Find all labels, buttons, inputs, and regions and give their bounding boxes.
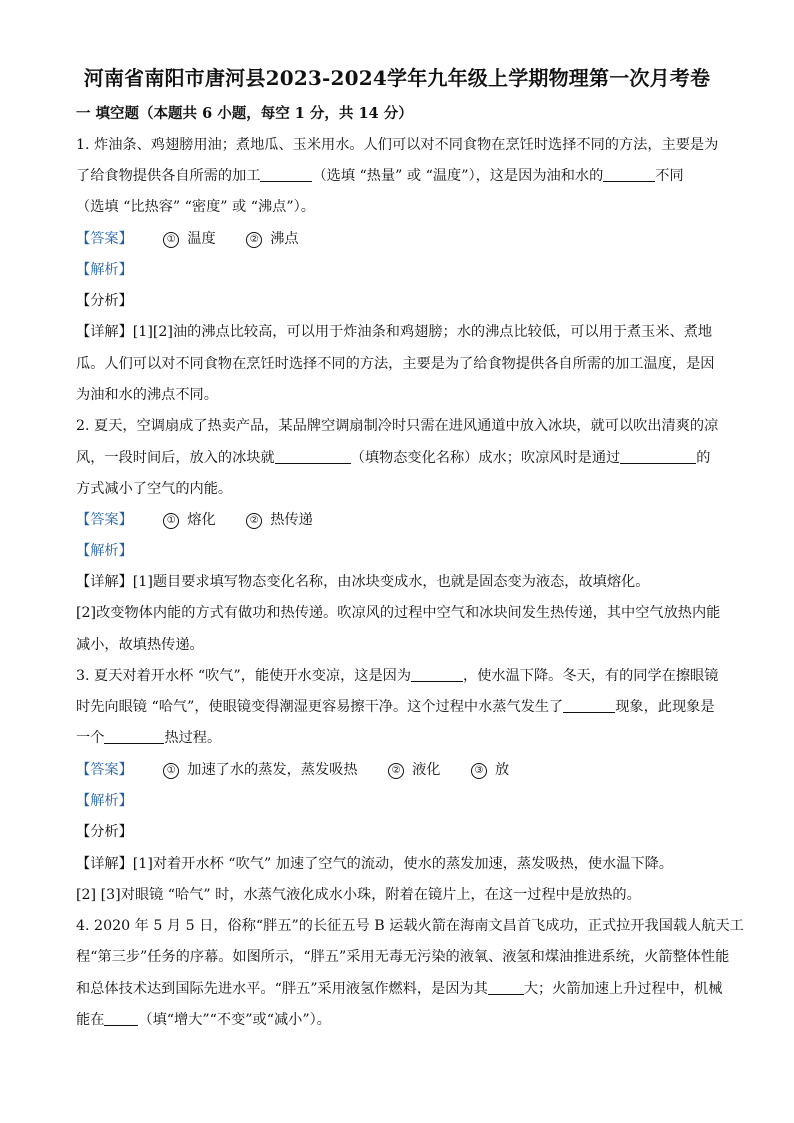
circled-number: ① [163,232,179,248]
q4-text: （填“增大”“不变”或“减小”）。 [138,1012,331,1028]
q3-detail-1 [76,854,673,874]
circled-number: ① [163,763,179,779]
q3-blank-1[interactable] [411,667,463,682]
q3-blank-3[interactable] [104,729,164,744]
q2-text: 的 [696,450,711,466]
answer-text: 沸点 [270,231,299,247]
q3-text: 时先向眼镜 “哈气”，使眼镜变得潮湿更容易擦干净。这个过程中水蒸气发生了 [76,699,564,715]
parse-label: 【解析】 [76,543,133,559]
parse-label: 【解析】 [76,262,133,278]
q1-line-3: （选填 “比热容” “密度” 或 “沸点”）。 [76,199,315,215]
q4-line-2: 程“第三步”任务的序幕。如图所示，“胖五”采用无毒无污染的液氧、液氢和煤油推进系统，火箭整体性能 [76,949,730,965]
q3-text: 热过程。 [164,730,222,746]
answer-text: 熔化 [187,512,216,528]
q2-detail-3: 减小，故填热传递。 [76,637,204,653]
detail-text: [1]题目要求填写物态变化名称，由冰块变成水，也就是固态变为液态，故填熔化。 [132,574,650,590]
q1-blank-1[interactable] [260,167,312,182]
q2-detail-1 [76,572,649,592]
q1-text: 了给食物提供各自所需的加工 [76,168,261,184]
q3-text: 一个 [76,730,105,746]
q4-text: 和总体技术达到国际先进水平。“胖五”采用液氢作燃料，是因为其 [76,981,488,997]
q2-answer [76,510,313,530]
q4-blank-1[interactable] [488,980,524,995]
q2-line-2 [76,448,710,468]
q1-detail-3: 为油和水的沸点不同。 [76,387,218,403]
q2-text: （填物态变化名称）成水；吹凉风时是通过 [350,450,621,466]
circled-number: ③ [471,763,487,779]
q3-line-1 [76,666,718,686]
circled-number: ① [163,513,179,529]
answer-text: 放 [494,762,510,778]
q2-blank-2[interactable] [620,449,696,464]
q3-answer-1 [163,760,357,780]
q2-text: 风，一段时间后，放入的冰块就 [76,450,275,466]
q2-line-1: 2. 夏天，空调扇成了热卖产品，某品牌空调扇制冷时只需在进风通道中放入冰块，就可以吹出清爽的凉 [76,418,719,434]
page-title: 河南省南阳市唐河县2023-2024学年九年级上学期物理第一次月考卷 [83,66,711,90]
q1-answer [76,229,299,249]
q4-blank-2[interactable] [104,1011,138,1026]
q4-text: 大；火箭加速上升过程中，机械 [523,981,723,997]
analysis-label: 【分析】 [76,824,133,840]
q3-text: ，使水温下降。冬天，有的同学在擦眼镜 [463,668,719,684]
q4-line-3 [76,979,722,999]
detail-text: [1][2]油的沸点比较高，可以用于炸油条和鸡翅膀；水的沸点比较低，可以用于煮玉米、煮地 [132,324,713,340]
circled-number: ② [246,232,262,248]
q2-blank-1[interactable] [275,449,351,464]
q4-line-4 [76,1010,331,1030]
q2-answer-2 [246,510,313,530]
q3-answer-3 [471,760,509,780]
q1-line-2 [76,166,684,186]
q3-text: 3. 夏天对着开水杯 “吹气”，能使开水变凉，这是因为 [76,668,412,684]
q3-text: 现象，此现象是 [615,699,715,715]
q3-line-2 [76,697,715,717]
q4-line-1: 4. 2020 年 5 月 5 日，俗称“胖五”的长征五号 B 运载火箭在海南文昌首飞成功，正式拉开我国载人航天工 [76,918,744,934]
answer-label: 【答案】 [76,231,133,247]
q1-detail-1 [76,322,712,342]
q1-answer-1 [163,229,215,249]
q1-text: 不同 [655,168,684,184]
q3-blank-2[interactable] [563,698,615,713]
answer-text: 热传递 [270,512,313,528]
q1-answer-2 [246,229,298,249]
q1-detail-2: 瓜。人们可以对不同食物在烹饪时选择不同的方法，主要是为了给食物提供各自所需的加工温度，是因 [76,356,715,372]
q1-line-1: 1. 炸油条、鸡翅膀用油；煮地瓜、玉米用水。人们可以对不同食物在烹饪时选择不同的方法，主要是为 [76,137,719,153]
q2-answer-1 [163,510,215,530]
q2-detail-2: [2]改变物体内能的方式有做功和热传递。吹凉风的过程中空气和冰块间发生热传递，其中空气放热内能 [76,605,721,621]
answer-text: 液化 [412,762,441,778]
answer-label: 【答案】 [76,762,133,778]
circled-number: ② [388,763,404,779]
detail-label: 【详解】 [76,856,133,872]
detail-text: [1]对着开水杯 “吹气” 加速了空气的流动，使水的蒸发加速，蒸发吸热，使水温下降。 [132,856,673,872]
q3-line-3 [76,728,221,748]
q3-detail-2: [2] [3]对眼镜 “哈气” 时，水蒸气液化成水小珠，附着在镜片上，在这一过程中是放热的。 [76,887,641,903]
q1-blank-2[interactable] [603,167,655,182]
circled-number: ② [246,513,262,529]
answer-text: 温度 [187,231,216,247]
q2-line-3: 方式减小了空气的内能。 [76,481,233,497]
q4-text: 能在 [76,1012,105,1028]
q3-answer-2 [388,760,440,780]
q3-answer [76,760,509,780]
detail-label: 【详解】 [76,324,133,340]
q1-text: （选填 “热量” 或 “温度”），这是因为油和水的 [312,168,604,184]
answer-label: 【答案】 [76,512,133,528]
analysis-label: 【分析】 [76,293,133,309]
section-heading: 一 填空题（本题共 6 小题，每空 1 分，共 14 分） [76,105,413,122]
detail-label: 【详解】 [76,574,133,590]
parse-label: 【解析】 [76,793,133,809]
answer-text: 加速了水的蒸发，蒸发吸热 [187,762,358,778]
